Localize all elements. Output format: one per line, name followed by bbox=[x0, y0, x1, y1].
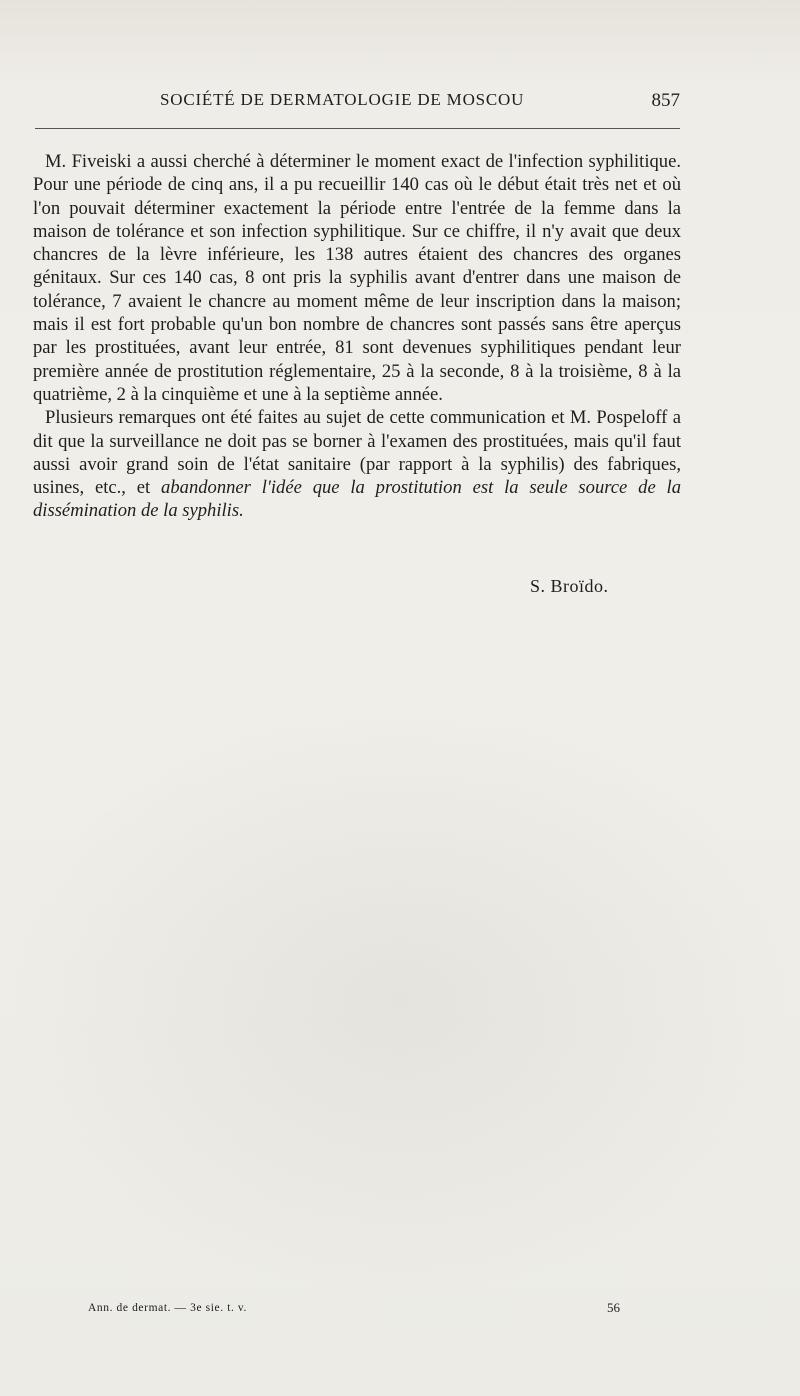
paragraph bbox=[33, 150, 681, 406]
article-body bbox=[33, 150, 681, 523]
paragraph bbox=[33, 406, 681, 522]
header-rule bbox=[35, 128, 680, 129]
page-header bbox=[160, 90, 680, 118]
italic-emphasis: abandonner l'idée que la prostitution est la seule source de la dissémination de la syphilis. bbox=[33, 477, 681, 522]
footer-journal-line: Ann. de dermat. — 3e sie. t. v. bbox=[88, 1302, 248, 1314]
footer-signature-mark: 56 bbox=[607, 1300, 620, 1315]
page-number: 857 bbox=[651, 90, 680, 111]
running-title: SOCIÉTÉ DE DERMATOLOGIE DE MOSCOU bbox=[160, 90, 525, 109]
paragraph-text: M. Fiveiski a aussi cherché à déterminer le moment exact de l'infection syphilitique. Pour une période de cinq ans, il a pu recueillir 140 cas où le début était très net et où l'on pouvait déterminer exactement la période entre l'entrée de la femme dans la maison de tolérance et son infection syphilitique. Sur ce chiffre, il n'y avait que deux chancres de la lèvre inférieure, les 138 autres étaient des chancres des organes génitaux. Sur ces 140 cas, 8 ont pris la syphilis avant d'entrer dans une maison de tolérance, 7 avaient le chancre au moment même de leur inscription dans la maison; mais il est fort probable qu'un bon nombre de chancres sont passés sans être aperçus par les prostituées, avant leur entrée, 81 sont devenues syphilitiques pendant leur première année de prostitution réglementaire, 25 à la seconde, 8 à la troisième, 8 à la quatrième, 2 à la cinquième et une à la septième année. bbox=[33, 151, 681, 405]
paragraph-text: Plusieurs remarques ont été faites au sujet de cette communication et M. Pospeloff a dit que la surveillance ne doit pas se borner à l'examen des prostituées, mais qu'il faut aussi avoir grand soin de l'état sanitaire (par rapport à la syphilis) des fabriques, usines, etc., et bbox=[33, 407, 681, 499]
author-signature: S. Broïdo. bbox=[530, 576, 609, 596]
show-through-shading bbox=[0, 700, 800, 1300]
